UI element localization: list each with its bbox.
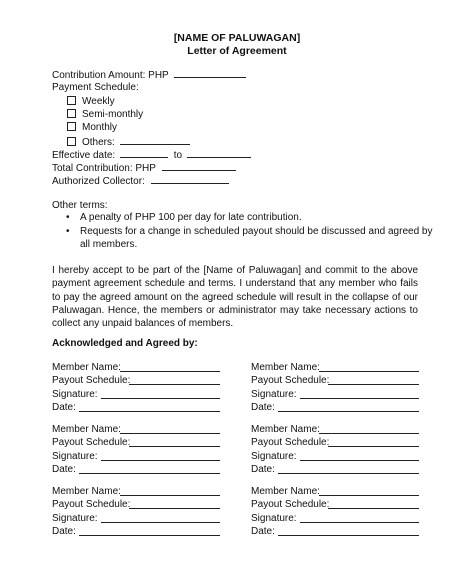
- total-contribution-label: Total Contribution: PHP: [52, 163, 156, 174]
- date-label: Date:: [251, 525, 275, 537]
- payout-schedule-row: [251, 499, 329, 512]
- option-label: Weekly: [82, 96, 115, 107]
- others-checkbox[interactable]: [67, 137, 76, 146]
- document-subtitle: Letter of Agreement: [187, 45, 287, 57]
- member-name-row: [251, 362, 320, 375]
- semi-monthly-checkbox[interactable]: [67, 109, 76, 118]
- document-title: [NAME OF PALUWAGAN]: [173, 32, 301, 44]
- signature-blank[interactable]: [300, 389, 419, 399]
- payout-schedule-blank[interactable]: [129, 375, 220, 385]
- member-name-blank[interactable]: [319, 486, 419, 496]
- member-name-label: Member Name:: [52, 424, 121, 435]
- signature-label: Signature:: [251, 450, 297, 462]
- signature-label: Signature:: [251, 512, 297, 524]
- option-monthly[interactable]: [67, 121, 117, 134]
- term-text: Requests for a change in scheduled payout should be discussed and agreed by: [80, 226, 433, 237]
- signature-row: [251, 389, 297, 402]
- option-weekly[interactable]: [67, 95, 115, 108]
- member-name-blank[interactable]: [120, 362, 220, 372]
- authorized-collector-row: [52, 174, 229, 188]
- others-blank[interactable]: [120, 135, 190, 145]
- payout-schedule-label: Payout Schedule:: [251, 499, 330, 511]
- member-name-label: Member Name:: [251, 424, 320, 435]
- date-label: Date:: [251, 463, 275, 475]
- authorized-collector-blank[interactable]: [151, 174, 229, 184]
- term-item: [66, 211, 302, 224]
- payout-schedule-label: Payout Schedule:: [52, 499, 131, 511]
- payment-schedule-label: Payment Schedule:: [52, 82, 139, 93]
- agreement-paragraph: I hereby accept to be part of the [Name of Paluwagan] and commit to the above payment agreement schedule and terms. I understand that any member who fails to pay the agreed amount on the agreed schedule will result in the collapse of our Paluwagan. Hence, the members or administrator may take necessary actions to collect any unpaid balances of members.: [52, 265, 418, 330]
- option-label: Monthly: [82, 122, 118, 133]
- option-semi-monthly[interactable]: [67, 108, 143, 121]
- date-row: [52, 464, 76, 477]
- member-name-row: [52, 486, 121, 499]
- signature-label: Signature:: [251, 388, 297, 400]
- signature-row: [251, 451, 297, 464]
- payout-schedule-blank[interactable]: [328, 375, 419, 385]
- payout-schedule-row: [251, 437, 329, 450]
- effective-date-from-blank[interactable]: [120, 148, 168, 158]
- payout-schedule-row: [251, 375, 329, 388]
- signature-row: [52, 389, 98, 402]
- date-blank[interactable]: [278, 464, 419, 474]
- other-terms-heading: Other terms:: [52, 200, 108, 211]
- payout-schedule-label: Payout Schedule:: [52, 437, 131, 449]
- payout-schedule-row: [52, 499, 130, 512]
- option-label: Semi-monthly: [82, 109, 144, 120]
- member-name-label: Member Name:: [52, 486, 121, 497]
- member-name-row: [251, 424, 320, 437]
- term-item: [66, 225, 432, 238]
- payout-schedule-blank[interactable]: [328, 437, 419, 447]
- to-label: to: [173, 150, 183, 161]
- signature-label: Signature:: [52, 450, 98, 462]
- signature-blank[interactable]: [300, 451, 419, 461]
- signature-blank[interactable]: [101, 513, 220, 523]
- effective-date-to-blank[interactable]: [187, 148, 251, 158]
- date-blank[interactable]: [79, 526, 220, 536]
- date-blank[interactable]: [278, 402, 419, 412]
- date-blank[interactable]: [79, 464, 220, 474]
- member-name-label: Member Name:: [251, 362, 320, 373]
- date-row: [251, 402, 275, 415]
- member-name-blank[interactable]: [319, 362, 419, 372]
- effective-date-label: Effective date:: [52, 150, 116, 161]
- signature-label: Signature:: [52, 512, 98, 524]
- date-row: [251, 464, 275, 477]
- date-blank[interactable]: [278, 526, 419, 536]
- member-name-blank[interactable]: [120, 486, 220, 496]
- term-text: A penalty of PHP 100 per day for late contribution.: [80, 212, 302, 223]
- option-label: Others:: [82, 137, 115, 148]
- date-row: [52, 402, 76, 415]
- date-label: Date:: [251, 401, 275, 413]
- payout-schedule-label: Payout Schedule:: [251, 437, 330, 449]
- payout-schedule-row: [52, 375, 130, 388]
- payout-schedule-label: Payout Schedule:: [52, 375, 131, 387]
- contribution-amount-label: Contribution Amount: PHP: [52, 70, 169, 81]
- total-contribution-blank[interactable]: [162, 161, 236, 171]
- payout-schedule-blank[interactable]: [129, 437, 220, 447]
- signature-blank[interactable]: [101, 389, 220, 399]
- member-name-row: [52, 362, 121, 375]
- payout-schedule-blank[interactable]: [328, 499, 419, 509]
- signature-blank[interactable]: [300, 513, 419, 523]
- term-text-continued: all members.: [80, 239, 138, 250]
- date-label: Date:: [52, 463, 76, 475]
- member-name-row: [52, 424, 121, 437]
- signature-label: Signature:: [52, 388, 98, 400]
- acknowledged-heading: Acknowledged and Agreed by:: [52, 338, 198, 349]
- date-label: Date:: [52, 401, 76, 413]
- member-name-blank[interactable]: [120, 424, 220, 434]
- signature-blank[interactable]: [101, 451, 220, 461]
- signature-row: [52, 513, 98, 526]
- signature-row: [251, 513, 297, 526]
- payout-schedule-blank[interactable]: [129, 499, 220, 509]
- bullet-icon: •: [66, 212, 70, 223]
- date-row: [251, 526, 275, 539]
- signature-row: [52, 451, 98, 464]
- date-row: [52, 526, 76, 539]
- date-label: Date:: [52, 525, 76, 537]
- payout-schedule-label: Payout Schedule:: [251, 375, 330, 387]
- member-name-blank[interactable]: [319, 424, 419, 434]
- date-blank[interactable]: [79, 402, 220, 412]
- weekly-checkbox[interactable]: [67, 96, 76, 105]
- bullet-icon: •: [66, 226, 70, 237]
- contribution-amount-blank[interactable]: [174, 68, 246, 78]
- payout-schedule-row: [52, 437, 130, 450]
- member-name-label: Member Name:: [251, 486, 320, 497]
- member-name-row: [251, 486, 320, 499]
- monthly-checkbox[interactable]: [67, 122, 76, 131]
- member-name-label: Member Name:: [52, 362, 121, 373]
- authorized-collector-label: Authorized Collector:: [52, 176, 145, 187]
